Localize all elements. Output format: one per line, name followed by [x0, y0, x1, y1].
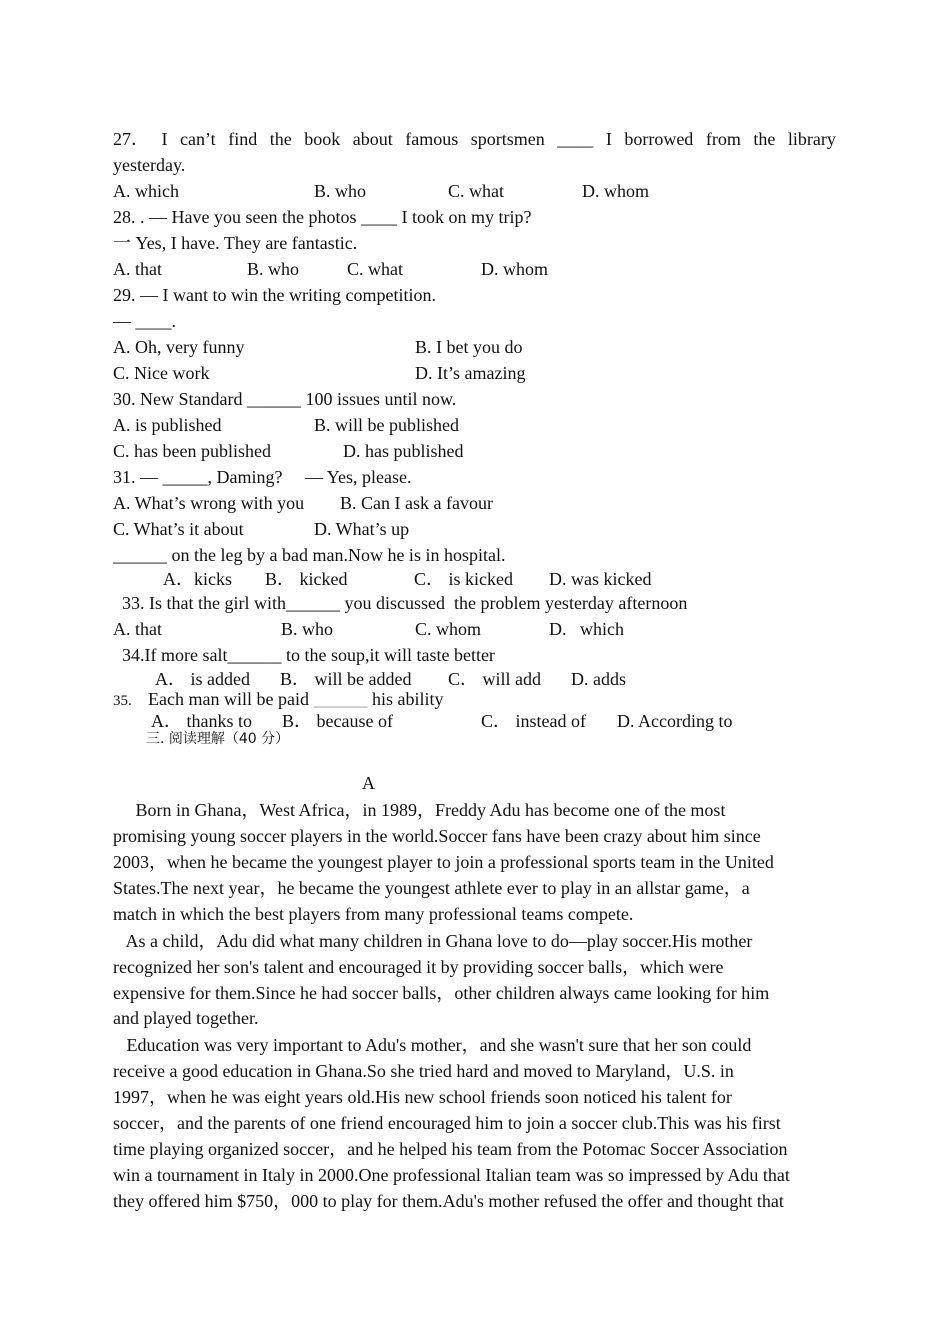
q33-option-c: C. whom: [415, 619, 482, 639]
question-27-stem-cont: yesterday.: [113, 155, 186, 175]
q29-option-a: A. Oh, very funny: [113, 337, 245, 357]
q29-option-b: B. I bet you do: [415, 337, 523, 357]
q35-option-d: D. According to: [617, 711, 733, 731]
passage-line: and played together.: [113, 1008, 259, 1028]
q30-option-a: A. is published: [113, 415, 222, 435]
q27-word: 27．: [113, 129, 149, 149]
q30-option-b: B. will be published: [314, 415, 459, 435]
q35-option-a: A． thanks to: [151, 711, 252, 731]
passage-line: 2003，when he became the youngest player to join a professional sports team in the United: [113, 852, 774, 872]
q34-option-d: D. adds: [571, 669, 626, 689]
q33-option-a: A. that: [113, 619, 162, 639]
q27-word: ____: [557, 129, 594, 149]
passage-line: States.The next year，he became the youngest athlete ever to play in an allstar game，a: [113, 878, 750, 898]
question-32-stem: ______ on the leg by a bad man.Now he is in hospital.: [113, 545, 506, 565]
q27-word: I: [605, 129, 612, 149]
question-27-stem: [113, 128, 836, 150]
q35-blank: ______: [313, 689, 368, 709]
passage-line: Education was very important to Adu's mother，and she wasn't sure that her son could: [113, 1035, 752, 1055]
q27-option-d: D. whom: [582, 181, 649, 201]
q27-option-c: C. what: [448, 181, 504, 201]
q32-option-b: B． kicked: [265, 569, 348, 589]
q28-option-d: D. whom: [481, 259, 548, 279]
q32-option-c: C． is kicked: [414, 569, 513, 589]
q35-stem-post: his ability: [371, 689, 444, 709]
question-33-stem: 33. Is that the girl with______ you discussed the problem yesterday afternoon: [122, 593, 688, 613]
q27-word: can’t: [180, 129, 216, 149]
passage-line: they offered him $750，000 to play for them.Adu's mother refused the offer and thought that: [113, 1191, 784, 1211]
q33-option-b: B. who: [281, 619, 334, 639]
passage-line: Born in Ghana，West Africa，in 1989，Freddy Adu has become one of the most: [113, 800, 726, 820]
q27-word: the: [269, 129, 292, 149]
passage-line: time playing organized soccer，and he helped his team from the Potomac Soccer Association: [113, 1139, 788, 1159]
q27-word: from: [705, 129, 741, 149]
q34-option-a: A． is added: [155, 669, 250, 689]
passage-line: win a tournament in Italy in 2000.One professional Italian team was so impressed by Adu that: [113, 1165, 790, 1185]
question-35-number: 35.: [113, 693, 132, 709]
question-29-reply: — ____.: [113, 311, 176, 331]
q35-option-c: C． instead of: [481, 711, 586, 731]
q27-word: borrowed: [624, 129, 694, 149]
q31-option-a: A. What’s wrong with you: [113, 493, 305, 513]
passage-line: match in which the best players from many professional teams compete.: [113, 904, 634, 924]
q29-option-d: D. It’s amazing: [415, 363, 526, 383]
q35-stem-pre: Each man will be paid: [148, 689, 309, 709]
q27-word: library: [787, 129, 836, 149]
question-34-stem: 34.If more salt______ to the soup,it will taste better: [122, 645, 495, 665]
q27-word: about: [352, 129, 393, 149]
q35-option-b: B． because of: [282, 711, 393, 731]
passage-line: expensive for them.Since he had soccer balls，other children always came looking for him: [113, 983, 770, 1003]
q31-option-b: B. Can I ask a favour: [340, 493, 493, 513]
q31-option-c: C. What’s it about: [113, 519, 244, 539]
q28-option-b: B. who: [247, 259, 300, 279]
question-28-stem: 28. . — Have you seen the photos ____ I took on my trip?: [113, 207, 532, 227]
q29-option-c: C. Nice work: [113, 363, 210, 383]
section-heading: 三. 阅读理解（40 分）: [146, 731, 290, 747]
q28-option-c: C. what: [347, 259, 403, 279]
question-35-stem: [148, 688, 443, 710]
q32-option-d: D. was kicked: [549, 569, 652, 589]
q27-word: sportsmen: [470, 129, 545, 149]
q27-option-a: A. which: [113, 181, 179, 201]
q27-word: the: [753, 129, 776, 149]
question-31-stem: 31. — _____, Daming? — Yes, please.: [113, 467, 412, 487]
q30-option-c: C. has been published: [113, 441, 271, 461]
question-29-stem: 29. — I want to win the writing competition.: [113, 285, 436, 305]
q27-word: I: [161, 129, 168, 149]
q28-option-a: A. that: [113, 259, 162, 279]
q27-option-b: B. who: [314, 181, 367, 201]
q32-option-a: A．kicks: [163, 569, 232, 589]
passage-line: receive a good education in Ghana.So she tried hard and moved to Maryland，U.S. in: [113, 1061, 734, 1081]
passage-line: promising young soccer players in the world.Soccer fans have been crazy about him since: [113, 826, 761, 846]
q30-option-d: D. has published: [343, 441, 464, 461]
passage-line: 1997，when he was eight years old.His new school friends soon noticed his talent for: [113, 1087, 732, 1107]
q33-option-d: D. which: [549, 619, 624, 639]
q27-word: famous: [405, 129, 459, 149]
passage-line: recognized her son's talent and encouraged it by providing soccer balls，which were: [113, 957, 724, 977]
passage-line: As a child，Adu did what many children in Ghana love to do—play soccer.His mother: [113, 931, 753, 951]
q31-option-d: D. What’s up: [314, 519, 410, 539]
q27-word: find: [228, 129, 258, 149]
passage-line: soccer，and the parents of one friend encouraged him to join a soccer club.This was his first: [113, 1113, 781, 1133]
question-28-reply: 一 Yes, I have. They are fantastic.: [113, 233, 358, 253]
passage-title: A: [362, 773, 375, 793]
q34-option-c: C． will add: [448, 669, 541, 689]
q27-word: book: [304, 129, 341, 149]
question-30-stem: 30. New Standard ______ 100 issues until now.: [113, 389, 457, 409]
q34-option-b: B． will be added: [280, 669, 412, 689]
